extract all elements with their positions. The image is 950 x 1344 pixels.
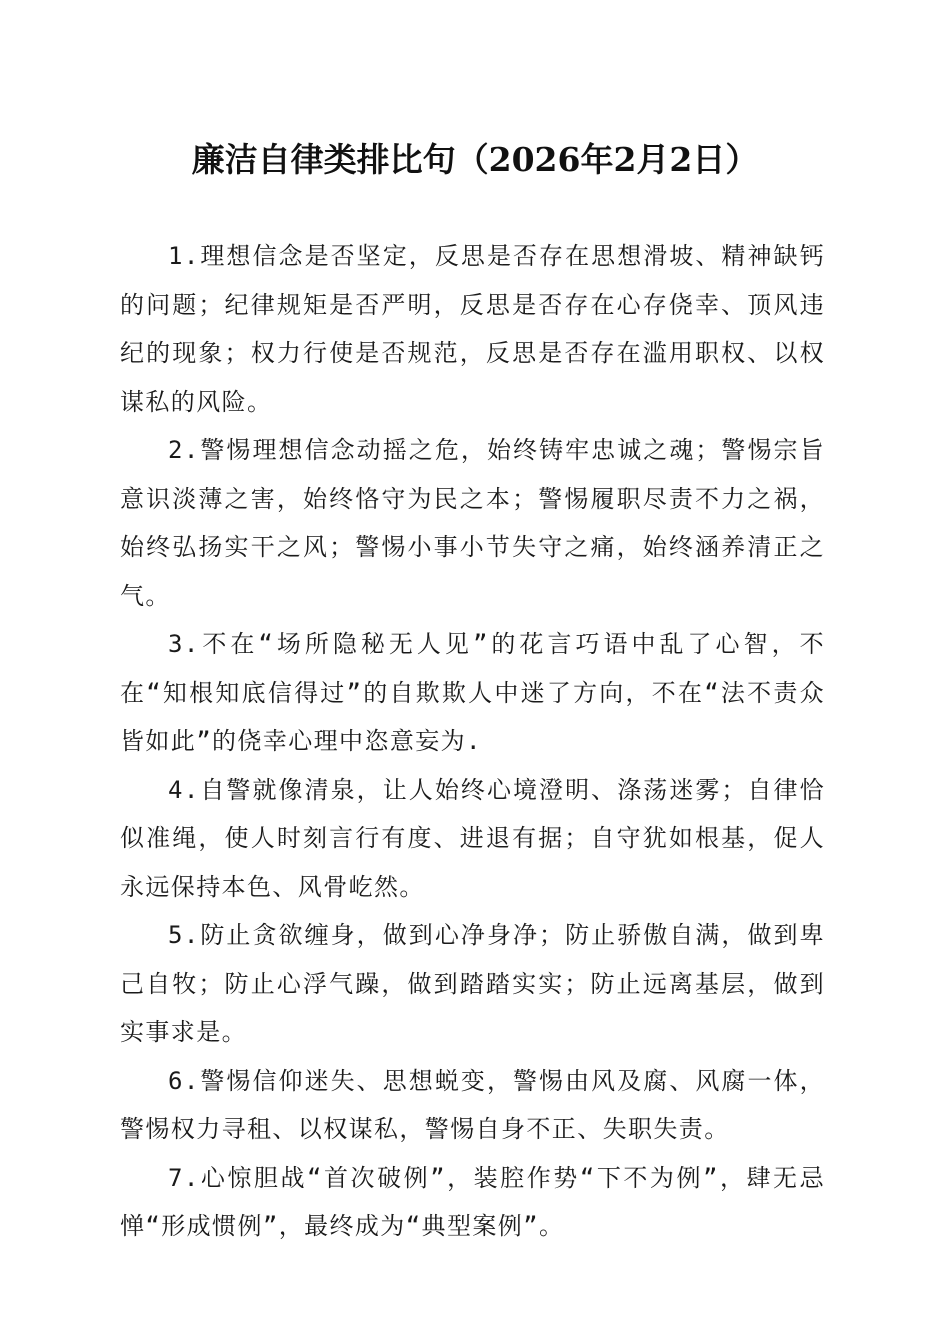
- document-body: [120, 232, 825, 1251]
- paragraph-7: 7.心惊胆战“首次破例”，装腔作势“下不为例”，肆无忌惮“形成惯例”，最终成为“典型案例”。: [120, 1163, 825, 1240]
- paragraph-6: 6.警惕信仰迷失、思想蜕变，警惕由风及腐、风腐一体，警惕权力寻租、以权谋私，警惕自身不正、失职失责。: [120, 1066, 825, 1143]
- paragraph-5: 5.防止贪欲缠身，做到心净身净；防止骄傲自满，做到卑己自牧；防止心浮气躁，做到踏踏实实；防止远离基层，做到实事求是。: [120, 921, 825, 1046]
- paragraph-1: 1.理想信念是否坚定，反思是否存在思想滑坡、精神缺钙的问题；纪律规矩是否严明，反思是否存在心存侥幸、顶风违纪的现象；权力行使是否规范，反思是否存在滥用职权、以权谋私的风险。: [120, 242, 825, 416]
- paragraph-3: 3.不在“场所隐秘无人见”的花言巧语中乱了心智，不在“知根知底信得过”的自欺欺人中迷了方向，不在“法不责众皆如此”的侥幸心理中恣意妄为.: [120, 630, 825, 755]
- paragraph-2: 2.警惕理想信念动摇之危，始终铸牢忠诚之魂；警惕宗旨意识淡薄之害，始终恪守为民之本；警惕履职尽责不力之祸，始终弘扬实干之风；警惕小事小节失守之痛，始终涵养清正之气。: [120, 436, 825, 610]
- paragraph-4: 4.自警就像清泉，让人始终心境澄明、涤荡迷雾；自律恰似准绳，使人时刻言行有度、进退有据；自守犹如根基，促人永远保持本色、风骨屹然。: [120, 775, 825, 901]
- document-title: 廉洁自律类排比句（2026年2月2日）: [191, 140, 759, 179]
